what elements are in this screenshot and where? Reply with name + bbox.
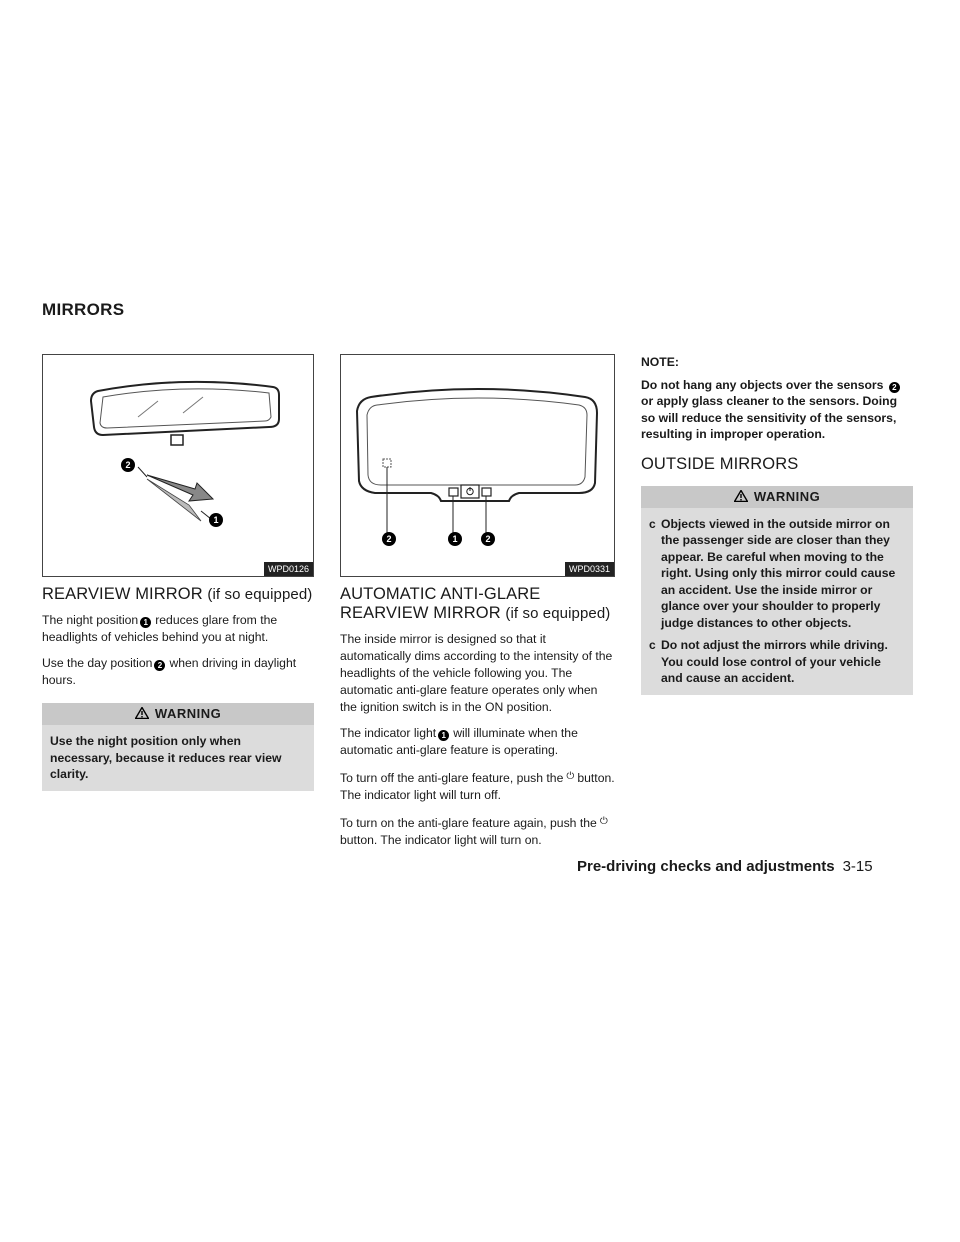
rearview-mirror-heading: REARVIEW MIRROR (if so equipped) xyxy=(42,585,313,603)
figure-callout-left-2: 2 xyxy=(382,532,396,546)
power-button-icon: ⏻ xyxy=(599,816,608,827)
warning-header: WARNING xyxy=(42,703,314,725)
outside-mirrors-heading: OUTSIDE MIRRORS xyxy=(641,454,799,473)
power-button-icon: ⏻ xyxy=(566,771,575,782)
turn-off-text: To turn off the anti-glare feature, push the ⏻ button. The indicator light will turn off. xyxy=(340,768,615,804)
note-text: Do not hang any objects over the sensors 2or apply glass cleaner to the sensors. Doing so will reduce the sensitivity of the sensors, resulting in improper operation. xyxy=(641,377,913,443)
warning-list xyxy=(641,508,913,695)
figure-code: WPD0126 xyxy=(264,562,313,576)
day-position-text: Use the day position 2 when driving in daylight hours. xyxy=(42,656,297,687)
anti-glare-mirror-illustration xyxy=(341,355,614,576)
warning-box xyxy=(641,486,913,695)
callout-1: 1 xyxy=(438,730,449,741)
mirror-illustration xyxy=(43,355,313,576)
callout-2: 2 xyxy=(154,660,165,671)
figure-callout-mid-1: 1 xyxy=(448,532,462,546)
warning-text: Use the night position only when necessary, because it reduces rear view clarity. xyxy=(50,734,282,781)
anti-glare-heading: AUTOMATIC ANTI-GLARE REARVIEW MIRROR (if so equipped) xyxy=(340,585,611,622)
figure-callout-1: 1 xyxy=(209,513,223,527)
footer-section: Pre-driving checks and adjustments xyxy=(577,858,835,875)
column-rearview-mirror xyxy=(42,354,314,791)
column-outside-mirrors xyxy=(641,354,913,695)
warning-box xyxy=(42,703,314,791)
page-number: 3-15 xyxy=(842,858,873,875)
anti-glare-mirror-figure xyxy=(340,354,615,577)
warning-triangle-icon xyxy=(734,490,748,502)
section-title: MIRRORS xyxy=(42,300,125,319)
night-position-text: The night position 1 reduces glare from the headlights of vehicles behind you at night. xyxy=(42,613,278,644)
figure-code: WPD0331 xyxy=(565,562,614,576)
figure-callout-right-2: 2 xyxy=(481,532,495,546)
warning-item: c Objects viewed in the outside mirror on the passenger side are closer than they appear. Be careful when moving to the right. Using only this mirror could cause an accident. Use the inside mirror or glance over your shoulder to properly judge distances to other objects. xyxy=(649,516,896,630)
indicator-light-text: The indicator light 1 will illuminate when the automatic anti-glare feature is operating. xyxy=(340,726,578,757)
page-footer xyxy=(577,858,873,875)
turn-on-text: To turn on the anti-glare feature again, push the ⏻button. The indicator light will turn on. xyxy=(340,813,615,849)
warning-item: c Do not adjust the mirrors while driving. You could lose control of your vehicle and cause an accident. xyxy=(649,638,888,685)
bullet-icon: c xyxy=(649,516,656,531)
bullet-icon: c xyxy=(649,638,656,652)
warning-triangle-icon xyxy=(135,707,149,719)
rearview-mirror-figure xyxy=(42,354,314,577)
note-label: NOTE: xyxy=(641,355,679,369)
anti-glare-description: The inside mirror is designed so that it automatically dims according to the intensity of the headlights of the vehicle following you. The automatic anti-glare feature operates only when the ignition switch is in the ON position. xyxy=(340,632,613,714)
column-auto-anti-glare xyxy=(340,354,615,858)
warning-header: WARNING xyxy=(641,486,913,508)
callout-1: 1 xyxy=(140,617,151,628)
figure-callout-2: 2 xyxy=(121,458,135,472)
callout-2: 2 xyxy=(889,382,900,393)
